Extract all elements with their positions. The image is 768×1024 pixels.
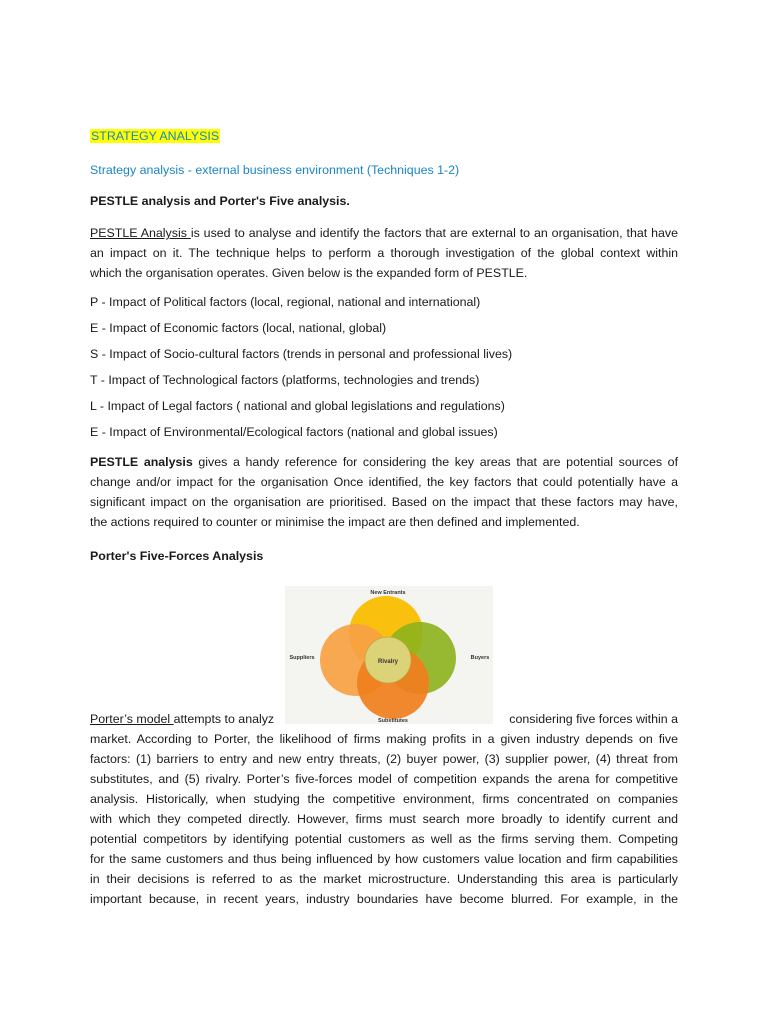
porter-text-left: attempts to analyz <box>173 712 275 726</box>
pestle-line-3: which the organisation operates. Given below is the expanded form of PESTLE. <box>90 266 528 280</box>
pestle-analysis-link[interactable]: PESTLE Analysis <box>90 226 191 240</box>
label-substitutes: Substitutes <box>378 718 408 724</box>
five-forces-diagram <box>285 586 493 724</box>
porter-line: in their decisions is referred to as the market microstructure. Understanding this area is particularly <box>90 872 678 886</box>
summary-line-2: change and/or impact for the organisation Once identified, the key factors that could potentially have a <box>90 475 678 489</box>
summary-line-3: significant impact on the organisation are prioritised. Based on the impact that these factors may have, <box>90 495 678 509</box>
porter-line: important because, in recent years, industry boundaries have become blurred. For example, in the <box>90 892 678 906</box>
factor-item: E - Impact of Economic factors (local, national, global) <box>90 321 387 335</box>
factor-item: P - Impact of Political factors (local, regional, national and international) <box>90 295 481 309</box>
factor-item: L - Impact of Legal factors ( national and global legislations and regulations) <box>90 399 505 413</box>
factor-item: S - Impact of Socio-cultural factors (trends in personal and professional lives) <box>90 347 513 361</box>
factor-item: E - Impact of Environmental/Ecological factors (national and global issues) <box>90 425 498 439</box>
porter-line: market. According to Porter, the likelihood of firms making profits in a given industry depends on five <box>90 732 678 746</box>
label-suppliers: Suppliers <box>289 655 315 661</box>
porter-line: factors: (1) barriers to entry and new entry threats, (2) buyer power, (3) supplier power, (4) threat from <box>90 752 678 766</box>
intro-heading: PESTLE analysis and Porter's Five analysis. <box>90 194 350 208</box>
summary-text-1: gives a handy reference for considering the key areas that are potential sources of <box>192 455 679 469</box>
document-title-line <box>90 126 678 146</box>
summary-line-4: the actions required to counter or minimise the impact are then defined and implemented. <box>90 515 580 529</box>
pestle-paragraph <box>90 223 678 283</box>
porter-line: for the same customers and thus being influenced by how customers value location and firm capabilities <box>90 852 678 866</box>
pestle-line-2: an impact on it. The technique helps to perform a thorough investigation of the global context within <box>90 246 678 260</box>
porter-paragraph <box>90 709 678 909</box>
five-forces-svg <box>285 586 493 724</box>
porter-line: potential competitors by identifying potential customers as well as the firms serving them. Competing <box>90 832 678 846</box>
porter-line: with which they competed directly. However, firms must search more broadly to identify current and <box>90 812 678 826</box>
porter-text-right: considering five forces within a <box>509 712 678 726</box>
summary-line-1 <box>90 452 678 472</box>
document-title: STRATEGY ANALYSIS <box>91 129 220 143</box>
label-buyers: Buyers <box>470 655 490 661</box>
pestle-line-1 <box>90 223 678 243</box>
label-new-entrants: New Entrants <box>370 590 406 596</box>
porter-heading: Porter's Five-Forces Analysis <box>90 549 264 563</box>
factor-item: T - Impact of Technological factors (platforms, technologies and trends) <box>90 373 480 387</box>
summary-lead: PESTLE analysis <box>90 455 193 469</box>
label-rivalry: Rivalry <box>377 659 399 665</box>
pestle-text-1: is used to analyse and identify the factors that are external to an organisation, that have <box>190 226 678 240</box>
porters-model-link[interactable]: Porter’s model <box>90 712 174 726</box>
porter-line: substitutes, and (5) rivalry. Porter’s five-forces model of competition expands the arena for competitive <box>90 772 678 786</box>
porter-line: analysis. Historically, when studying the competitive environment, firms concentrated on companies <box>90 792 678 806</box>
document-subtitle: Strategy analysis - external business environment (Techniques 1-2) <box>90 163 460 177</box>
pestle-summary-paragraph <box>90 452 678 532</box>
